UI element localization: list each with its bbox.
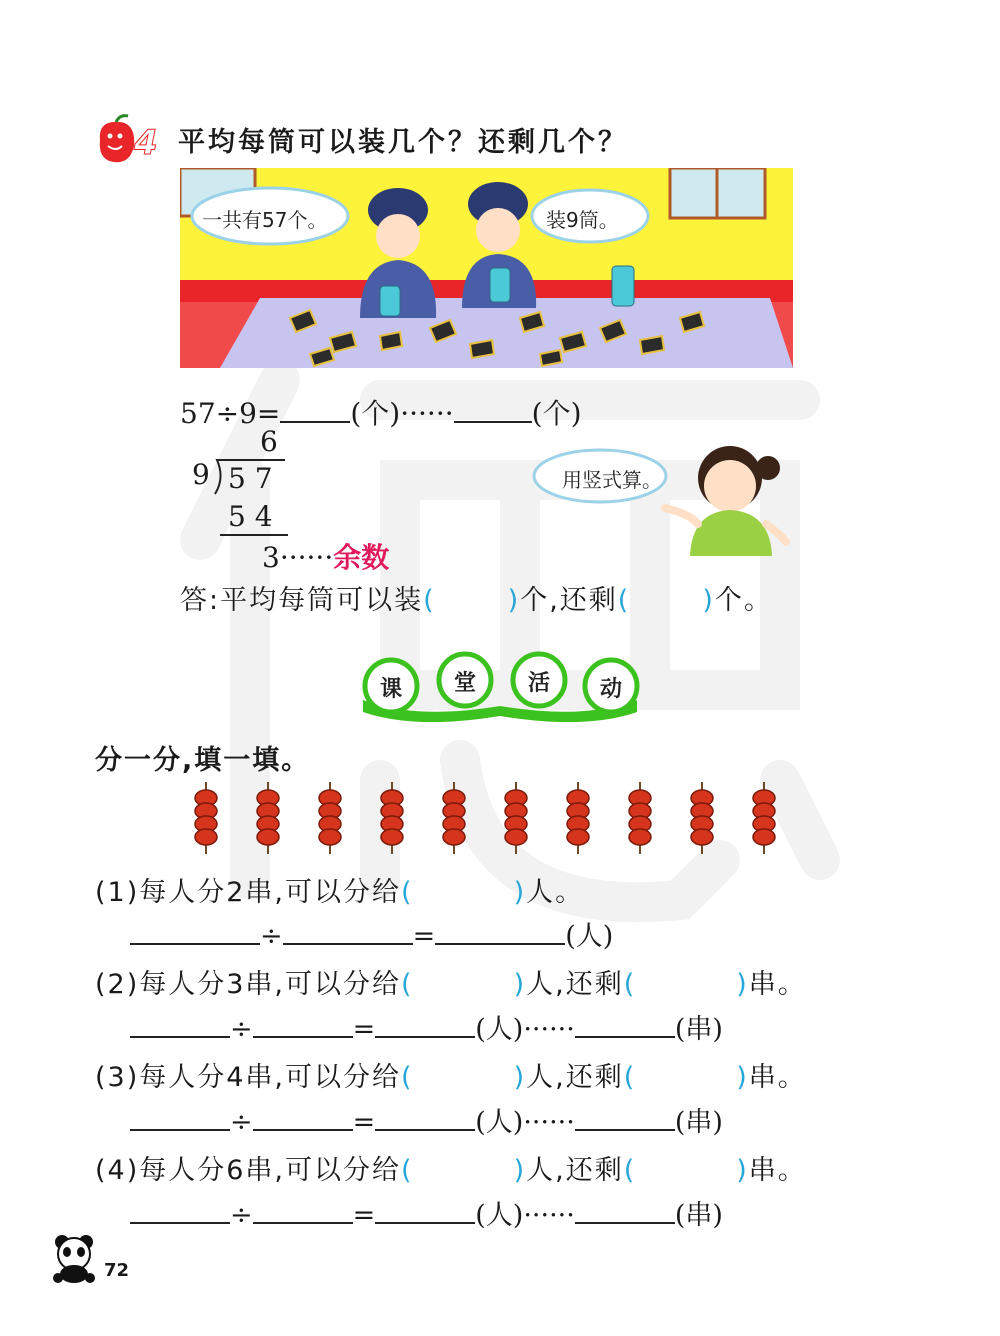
unit-strings: (串)	[674, 1200, 723, 1231]
eq1-blank-a[interactable]	[130, 943, 260, 945]
div-sign: ÷	[230, 1014, 253, 1045]
question-4-end: 串。	[748, 1155, 807, 1186]
activity-char-4: 动	[600, 677, 623, 702]
long-division-dividend: 5 7	[228, 462, 273, 495]
svg-text:4: 4	[134, 123, 158, 163]
eq3-blank-a[interactable]	[130, 1129, 230, 1131]
girl-speech-bubble: 用竖式算。	[562, 468, 662, 492]
unit-strings: (串)	[674, 1014, 723, 1045]
eq-sign: =	[412, 921, 436, 952]
question-1-label: (1)每人分2串,可以分给	[95, 877, 402, 908]
equation-1	[130, 914, 613, 953]
activity-char-2: 堂	[454, 671, 477, 696]
question-2-label: (2)每人分3串,可以分给	[95, 969, 402, 1000]
remainder-blank[interactable]	[454, 421, 532, 423]
unit-people-rem: (人)······	[475, 1107, 575, 1138]
answer-prefix: 答:平均每筒可以装	[180, 585, 424, 616]
remainder-label: 余数	[333, 541, 390, 574]
equation-lhs: 57÷9=	[180, 397, 281, 430]
eq2-blank-a[interactable]	[130, 1036, 230, 1038]
question-2-after: 人,还剩	[526, 969, 624, 1000]
eq-sign: =	[352, 1014, 376, 1045]
eq2-blank-c[interactable]	[375, 1036, 475, 1038]
quotient-blank[interactable]	[280, 421, 350, 423]
problem-number-icon	[90, 112, 168, 168]
answer-line	[180, 578, 773, 617]
long-division-quotient: 6	[260, 425, 278, 458]
equation-unit-1: (个)······	[350, 397, 454, 430]
speech-bubble-total: 一共有57个。	[202, 208, 328, 232]
long-division-divisor: 9	[192, 458, 210, 491]
eq-sign: =	[352, 1200, 376, 1231]
unit-people-rem: (人)······	[475, 1200, 575, 1231]
eq2-blank-d[interactable]	[575, 1036, 675, 1038]
candied-haw-skewers	[180, 782, 790, 854]
eq3-blank-d[interactable]	[575, 1129, 675, 1131]
question-4-after: 人,还剩	[526, 1155, 624, 1186]
class-activity-banner	[355, 650, 645, 722]
answer-paren-open: (	[423, 585, 436, 616]
eq3-blank-b[interactable]	[253, 1129, 353, 1131]
question-4-label: (4)每人分6串,可以分给	[95, 1155, 402, 1186]
question-3: (3)每人分4串,可以分给( )人,还剩( )串。	[95, 1062, 807, 1093]
eq4-blank-a[interactable]	[130, 1222, 230, 1224]
eq4-blank-d[interactable]	[575, 1222, 675, 1224]
eq4-blank-c[interactable]	[375, 1222, 475, 1224]
eq-sign: =	[352, 1107, 376, 1138]
remainder-value: 3······	[262, 541, 334, 574]
equation-3	[130, 1100, 723, 1139]
long-division-product: 5 4	[228, 500, 273, 533]
illustration-scene	[180, 168, 793, 368]
unit-people-rem: (人)······	[475, 1014, 575, 1045]
answer-paren-close-2: )	[702, 585, 715, 616]
activity-subtitle: 分一分,填一填。	[95, 745, 311, 776]
equation-4	[130, 1193, 723, 1232]
equation-unit-2: (个)	[531, 397, 582, 430]
eq1-blank-b[interactable]	[283, 943, 413, 945]
answer-mid: 个,还剩	[520, 585, 618, 616]
question-3-label: (3)每人分4串,可以分给	[95, 1062, 402, 1093]
eq4-blank-b[interactable]	[253, 1222, 353, 1224]
eq2-blank-b[interactable]	[253, 1036, 353, 1038]
question-4: (4)每人分6串,可以分给( )人,还剩( )串。	[95, 1155, 807, 1186]
activity-char-1: 课	[380, 677, 403, 702]
unit-strings: (串)	[674, 1107, 723, 1138]
question-1: (1)每人分2串,可以分给( )人。	[95, 877, 585, 908]
question-2: (2)每人分3串,可以分给( )人,还剩( )串。	[95, 969, 807, 1000]
speech-bubble-tubes: 装9筒。	[546, 208, 619, 232]
panda-icon	[50, 1232, 98, 1284]
long-division-remainder	[262, 536, 389, 576]
question-3-after: 人,还剩	[526, 1062, 624, 1093]
girl-illustration	[530, 438, 790, 563]
answer-paren-open-2: (	[617, 585, 631, 616]
answer-suffix: 个。	[714, 585, 773, 616]
division-equation	[180, 392, 582, 432]
activity-char-3: 活	[528, 671, 551, 696]
div-sign: ÷	[260, 921, 283, 952]
problem-title: 平均每筒可以装几个？还剩几个？	[178, 127, 628, 158]
question-3-end: 串。	[748, 1062, 807, 1093]
question-1-after: 人。	[526, 877, 585, 908]
unit-people: (人)	[565, 921, 614, 952]
page-number: 72	[104, 1260, 130, 1281]
div-sign: ÷	[230, 1107, 253, 1138]
eq1-blank-c[interactable]	[435, 943, 565, 945]
question-2-end: 串。	[748, 969, 807, 1000]
answer-paren-close: )	[507, 585, 521, 616]
div-sign: ÷	[230, 1200, 253, 1231]
eq3-blank-c[interactable]	[375, 1129, 475, 1131]
equation-2	[130, 1007, 723, 1046]
